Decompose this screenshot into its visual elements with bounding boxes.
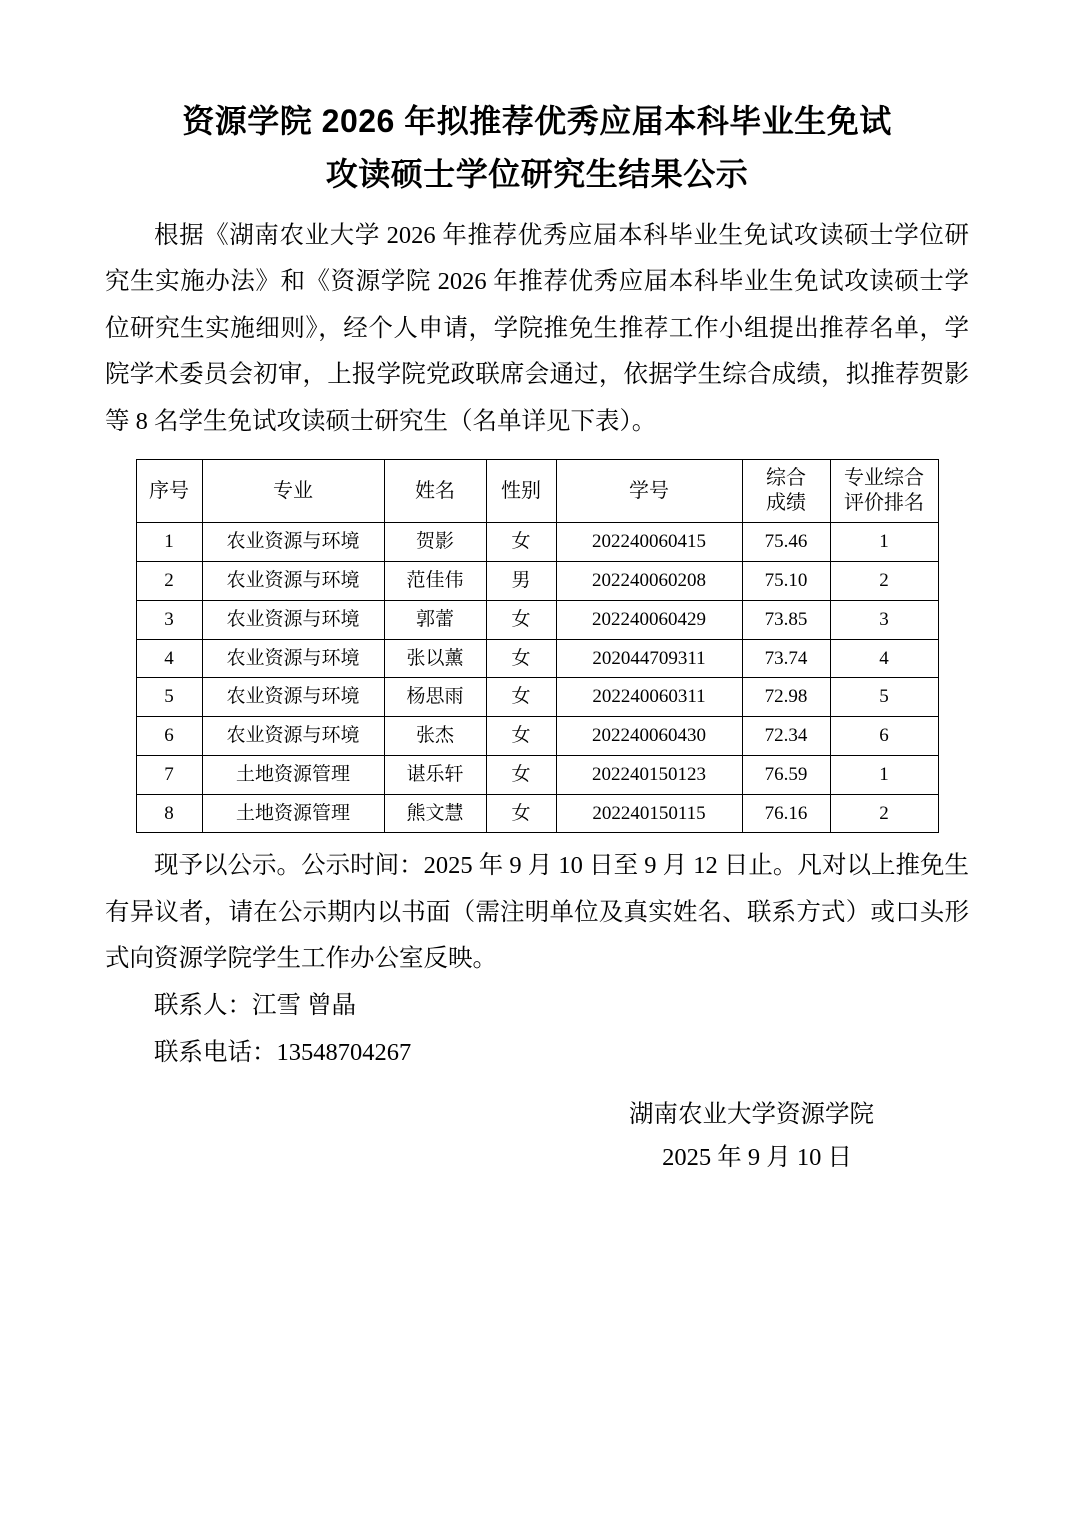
cell-rank: 1 <box>830 523 938 562</box>
cell-score: 75.10 <box>742 562 830 601</box>
page-title-line-1: 资源学院 2026 年拟推荐优秀应届本科毕业生免试 <box>182 103 892 139</box>
cell-seq: 2 <box>136 562 202 601</box>
cell-major: 农业资源与环境 <box>202 562 384 601</box>
cell-name: 郭蕾 <box>384 600 486 639</box>
cell-gender: 女 <box>486 794 556 833</box>
cell-score: 73.85 <box>742 600 830 639</box>
table-row <box>136 755 938 794</box>
page-title <box>105 95 969 201</box>
cell-seq: 6 <box>136 717 202 756</box>
cell-major: 农业资源与环境 <box>202 717 384 756</box>
cell-rank: 4 <box>830 639 938 678</box>
cell-major: 农业资源与环境 <box>202 678 384 717</box>
cell-gender: 女 <box>486 639 556 678</box>
cell-gender: 女 <box>486 523 556 562</box>
table-body <box>136 523 938 833</box>
cell-gender: 女 <box>486 755 556 794</box>
table-row <box>136 717 938 756</box>
notice-paragraph: 现予以公示。公示时间：2025 年 9 月 10 日至 9 月 12 日止。凡对以上推免生有异议者，请在公示期内以书面（需注明单位及真实姓名、联系方式）或口头形式向资源学院学生工作办公室反映。 <box>105 852 969 973</box>
cell-gender: 女 <box>486 717 556 756</box>
cell-student-id: 202240150123 <box>556 755 742 794</box>
column-header-rank <box>830 460 938 523</box>
column-header-student-id: 学号 <box>556 460 742 523</box>
table-header-row <box>136 460 938 523</box>
cell-gender: 男 <box>486 562 556 601</box>
cell-seq: 5 <box>136 678 202 717</box>
cell-student-id: 202044709311 <box>556 639 742 678</box>
cell-student-id: 202240150115 <box>556 794 742 833</box>
cell-score: 76.16 <box>742 794 830 833</box>
cell-major: 土地资源管理 <box>202 794 384 833</box>
column-header-score-line-2: 成绩 <box>766 492 806 515</box>
cell-name: 杨思雨 <box>384 678 486 717</box>
cell-rank: 1 <box>830 755 938 794</box>
table-row <box>136 794 938 833</box>
cell-major: 农业资源与环境 <box>202 639 384 678</box>
cell-gender: 女 <box>486 678 556 717</box>
signature-organization: 湖南农业大学资源学院 <box>629 1101 874 1129</box>
table-row <box>136 562 938 601</box>
cell-student-id: 202240060415 <box>556 523 742 562</box>
column-header-rank-line-1: 专业综合 <box>844 467 924 490</box>
column-header-rank-line-2: 评价排名 <box>844 492 924 515</box>
cell-rank: 3 <box>830 600 938 639</box>
cell-score: 75.46 <box>742 523 830 562</box>
column-header-seq: 序号 <box>136 460 202 523</box>
column-header-score-line-1: 综合 <box>766 467 806 490</box>
intro-paragraph: 根据《湖南农业大学 2026 年推荐优秀应届本科毕业生免试攻读硕士学位研究生实施办法》和《资源学院 2026 年推荐优秀应届本科毕业生免试攻读硕士学位研究生实施细则》，经个人申请，学院推免生推荐工作小组提出推荐名单，学院学术委员会初审，上报学院党政联席会通过，依据学生综合成绩，拟推荐贺影等 8 名学生免试攻读硕士研究生（名单详见下表）。 <box>105 221 969 435</box>
cell-name: 范佳伟 <box>384 562 486 601</box>
cell-seq: 4 <box>136 639 202 678</box>
cell-name: 贺影 <box>384 523 486 562</box>
cell-rank: 2 <box>830 794 938 833</box>
page-title-line-2: 攻读硕士学位研究生结果公示 <box>325 155 749 192</box>
column-header-major: 专业 <box>202 460 384 523</box>
cell-rank: 2 <box>830 562 938 601</box>
table-header <box>136 460 938 523</box>
signature-block <box>105 1094 969 1180</box>
cell-student-id: 202240060429 <box>556 600 742 639</box>
cell-major: 农业资源与环境 <box>202 600 384 639</box>
cell-student-id: 202240060208 <box>556 562 742 601</box>
table-row <box>136 600 938 639</box>
cell-seq: 7 <box>136 755 202 794</box>
table-row <box>136 678 938 717</box>
column-header-gender: 性别 <box>486 460 556 523</box>
column-header-name: 姓名 <box>384 460 486 523</box>
cell-student-id: 202240060430 <box>556 717 742 756</box>
cell-major: 农业资源与环境 <box>202 523 384 562</box>
contact-person-line: 联系人：江雪 曾晶 <box>154 991 357 1019</box>
cell-name: 张以薰 <box>384 639 486 678</box>
cell-seq: 3 <box>136 600 202 639</box>
cell-seq: 1 <box>136 523 202 562</box>
cell-major: 土地资源管理 <box>202 755 384 794</box>
recommendation-table <box>136 459 939 833</box>
cell-name: 熊文慧 <box>384 794 486 833</box>
contact-phone-line: 联系电话：13548704267 <box>154 1038 412 1066</box>
cell-score: 72.34 <box>742 717 830 756</box>
table-row <box>136 639 938 678</box>
column-header-score <box>742 460 830 523</box>
cell-student-id: 202240060311 <box>556 678 742 717</box>
cell-rank: 6 <box>830 717 938 756</box>
table-row <box>136 523 938 562</box>
cell-rank: 5 <box>830 678 938 717</box>
signature-date: 2025 年 9 月 10 日 <box>662 1143 852 1171</box>
cell-score: 73.74 <box>742 639 830 678</box>
cell-name: 谌乐轩 <box>384 755 486 794</box>
cell-gender: 女 <box>486 600 556 639</box>
cell-seq: 8 <box>136 794 202 833</box>
cell-score: 76.59 <box>742 755 830 794</box>
cell-score: 72.98 <box>742 678 830 717</box>
cell-name: 张杰 <box>384 717 486 756</box>
